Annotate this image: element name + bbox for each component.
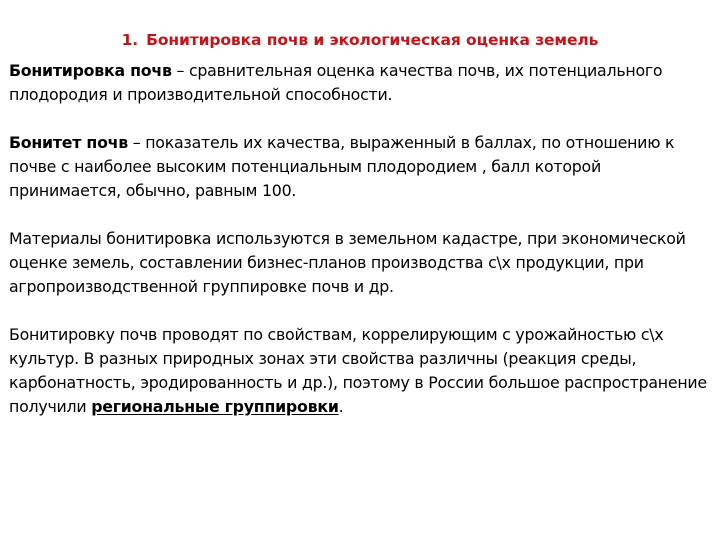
paragraph-text: – показатель их качества, выраженный в баллах, по отношению к почве с наиболее высоким потенциальным плодородием , балл которой принимается, обычно, равным 100. — [9, 133, 675, 200]
paragraph-bonitirovka-definition — [9, 59, 709, 107]
regional-groupings-link[interactable]: региональные группировки — [91, 397, 339, 416]
paragraph-end: . — [338, 397, 344, 416]
term-bonitirovka: Бонитировка почв — [9, 61, 172, 80]
paragraph-bonitet-definition — [9, 131, 709, 203]
paragraph-text: Бонитировку почв проводят по свойствам, коррелирующим с урожайностью с\х культур. В разных природных зонах эти свойства различны (реакция среды, карбонатность, эродированность и др.), поэтому в России большое распространение получили — [9, 325, 707, 416]
title-text: Бонитировка почв и экологическая оценка земель — [146, 31, 599, 49]
paragraph-materials-usage — [9, 227, 709, 299]
paragraph-text: – сравнительная оценка качества почв, их потенциального плодородия и производительной способности. — [9, 61, 663, 104]
term-bonitet: Бонитет почв — [9, 133, 129, 152]
paragraph-text: Материалы бонитировка используются в земельном кадастре, при экономической оценке земель, составлении бизнес-планов производства с\х продукции, при агропроизводственной группировке почв и др. — [9, 229, 686, 296]
title-number: 1. — [121, 31, 139, 49]
paragraph-regional-groupings — [9, 323, 709, 419]
slide-title — [0, 31, 720, 49]
slide-body — [9, 59, 709, 443]
